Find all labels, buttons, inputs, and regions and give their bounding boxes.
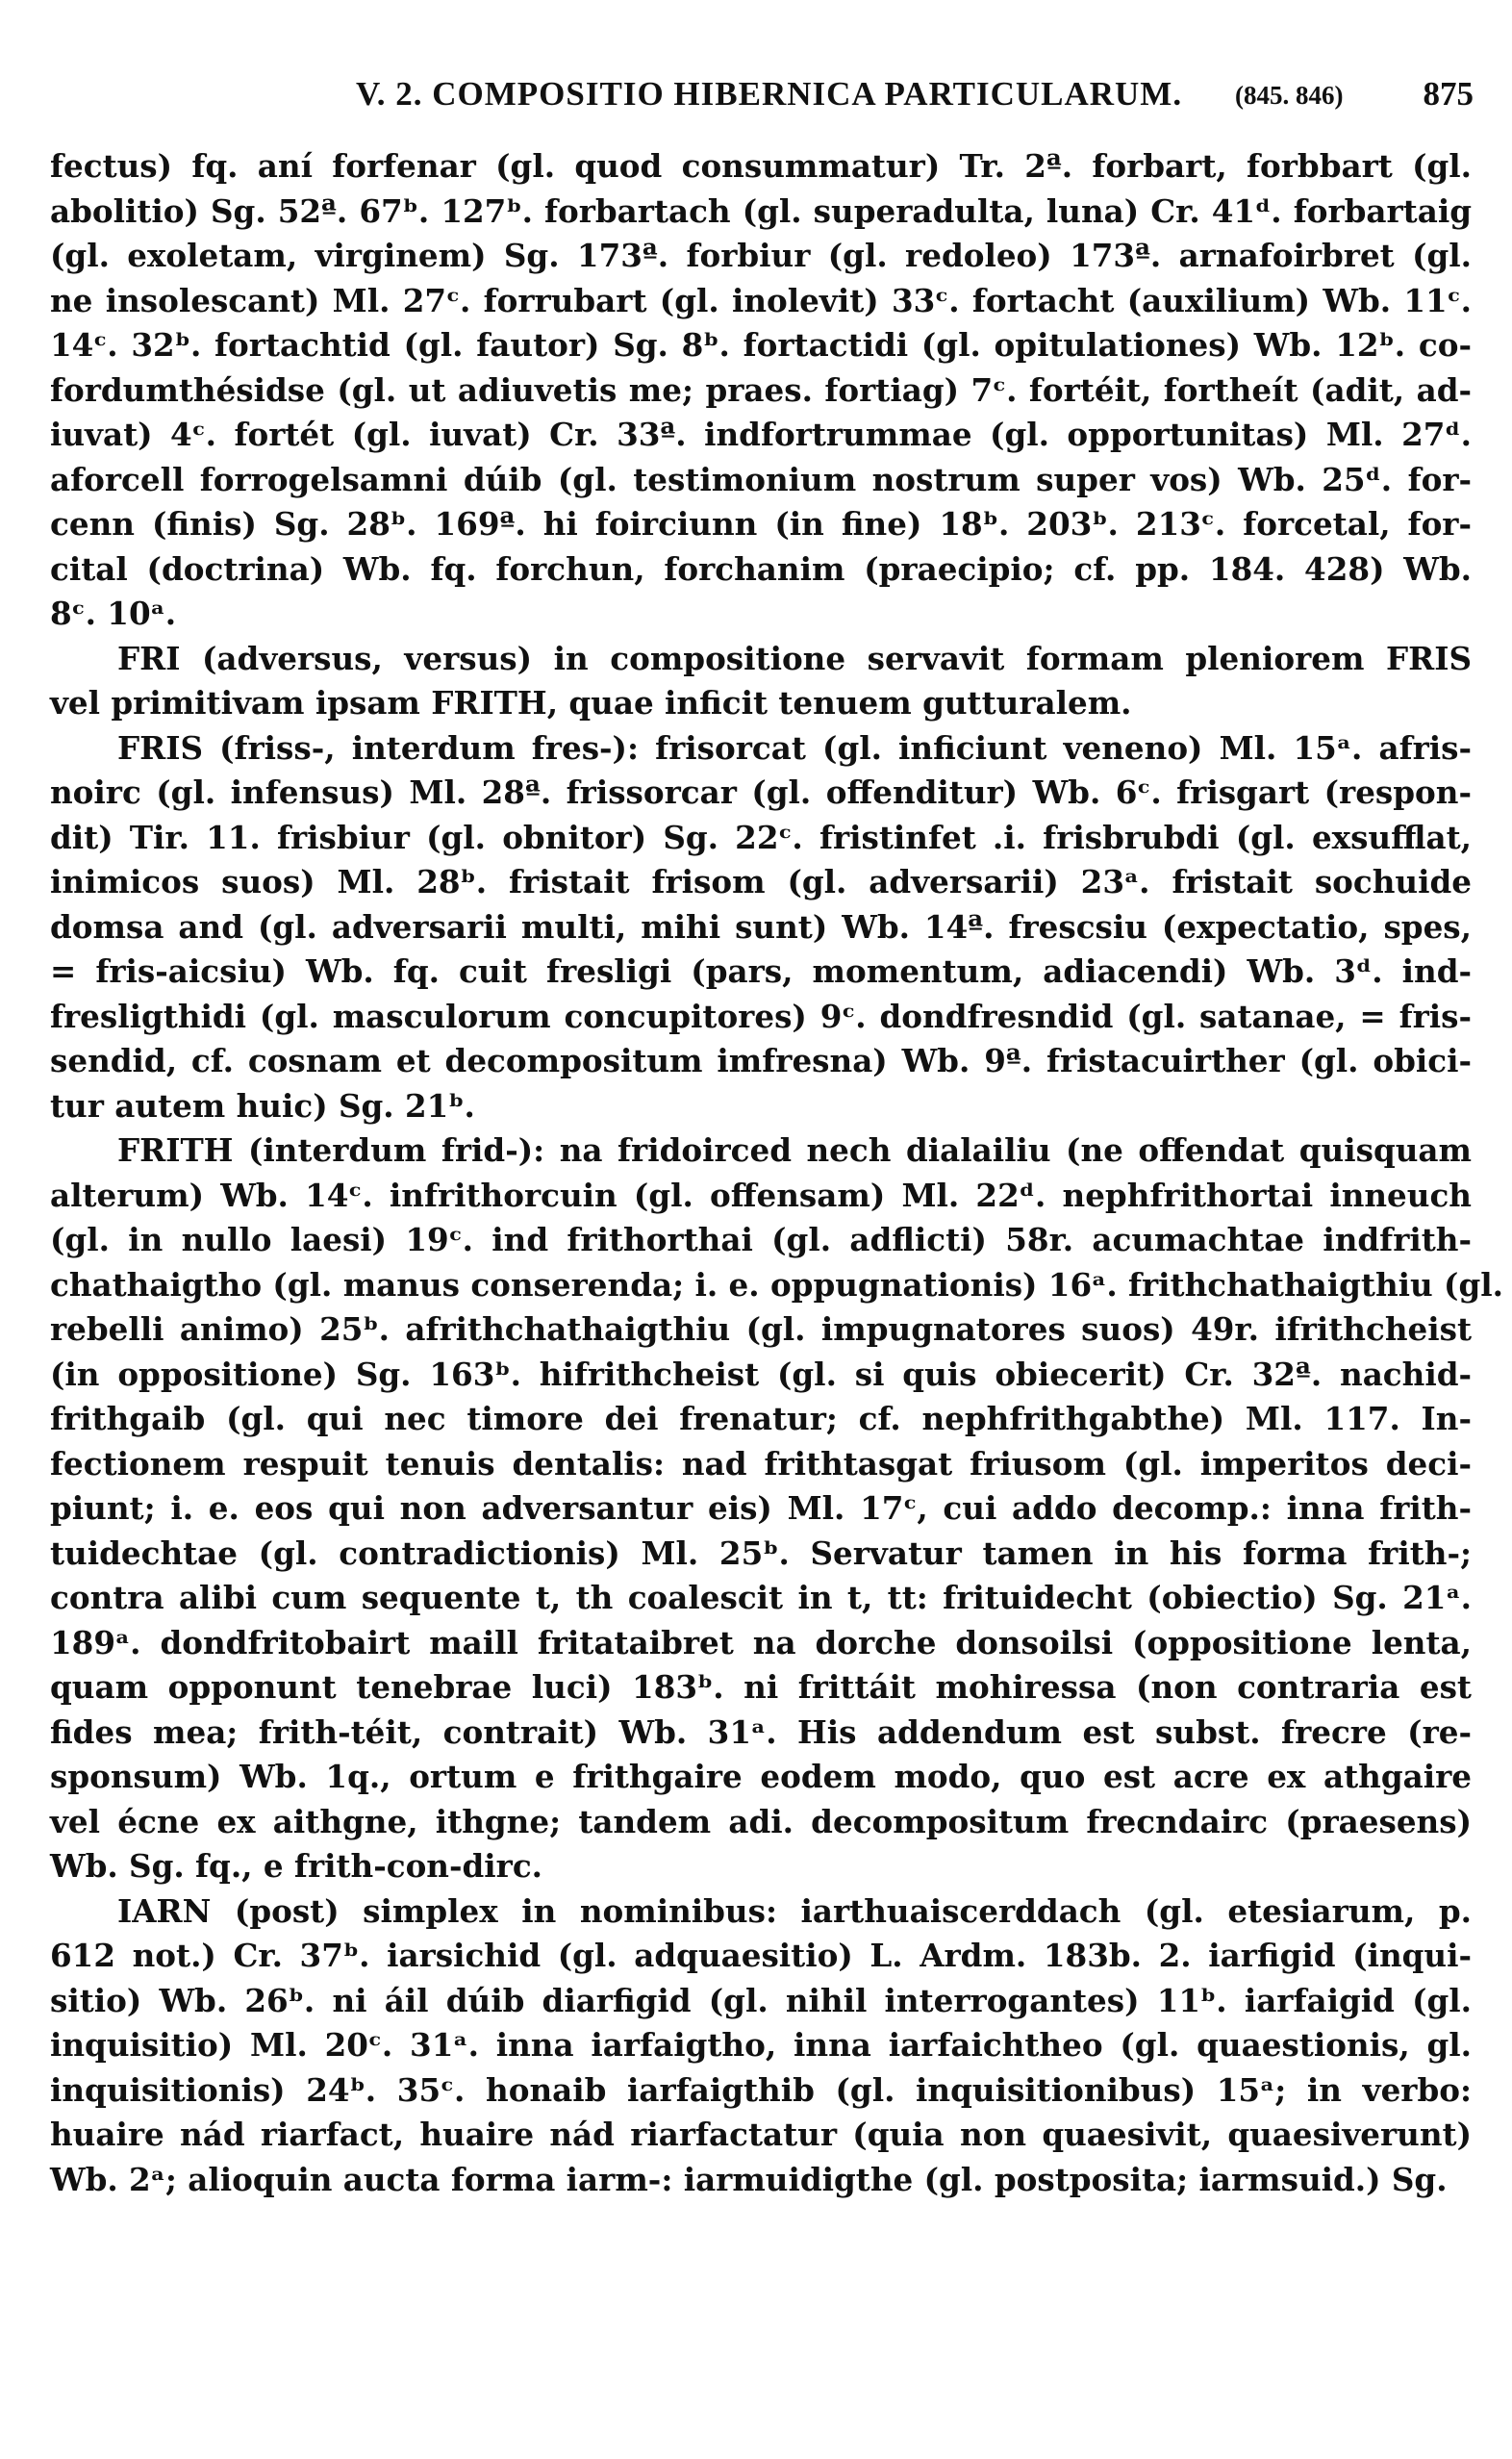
text-line: Wb. Sg. fq., e frith-con-dirc. <box>50 1847 543 1885</box>
text-line: FRITH (interdum frid-): na fridoirced nech dialailiu (ne offendat quisquam <box>117 1131 1472 1169</box>
text-line: fectus) fq. aní forfenar (gl. quod consummatur) Tr. 2ª. forbart, forbbart (gl. <box>50 147 1472 185</box>
paragraph <box>50 1128 1503 1889</box>
text-line: inquisitio) Ml. 20ᶜ. 31ᵃ. inna iarfaigtho, inna iarfaichtheo (gl. quaestionis, gl. <box>50 2026 1472 2064</box>
text-line: vel écne ex aithgne, ithgne; tandem adi. decompositum frecndairc (praesens) <box>50 1802 1472 1840</box>
text-line: domsa and (gl. adversarii multi, mihi sunt) Wb. 14ª. frescsiu (expectatio, spes, <box>50 907 1472 946</box>
text-line: quam opponunt tenebrae luci) 183ᵇ. ni frittáit mohiressa (non contraria est <box>50 1668 1472 1706</box>
page-number: 875 <box>1423 75 1474 113</box>
text-line: piunt; i. e. eos qui non adversantur eis) Ml. 17ᶜ, cui addo decomp.: inna frith- <box>50 1489 1472 1527</box>
text-line: (gl. exoletam, virginem) Sg. 173ª. forbiur (gl. redoleo) 173ª. arnafoirbret (gl. <box>50 237 1472 274</box>
text-line: sponsum) Wb. 1q., ortum e frithgaire eodem modo, quo est acre ex athgaire <box>50 1758 1472 1795</box>
text-line: chathaigtho (gl. manus conserenda; i. e. oppugnationis) 16ᵃ. frithchathaigthiu (gl. <box>50 1265 1503 1304</box>
text-line: rebelli animo) 25ᵇ. afrithchathaigthiu (gl. impugnatores suos) 49r. ifrithcheist <box>50 1310 1472 1348</box>
text-line: 612 not.) Cr. 37ᵇ. iarsichid (gl. adquaesitio) L. Ardm. 183b. 2. iarfigid (inqui- <box>50 1937 1472 1974</box>
text-line: vel primitivam ipsam FRITH, quae inficit tenuem gutturalem. <box>50 684 1132 722</box>
text-line: aforcell forrogelsamni dúib (gl. testimonium nostrum super vos) Wb. 25ᵈ. for- <box>50 460 1472 498</box>
text-line: huaire nád riarfact, huaire nád riarfactatur (quia non quaesivit, quaesiverunt) <box>50 2116 1472 2153</box>
text-line: FRIS (friss-, interdum fres-): frisorcat (gl. inficiunt veneno) Ml. 15ᵃ. afris- <box>117 728 1472 767</box>
text-line: FRI (adversus, versus) in compositione servavit formam pleniorem FRIS <box>117 639 1472 677</box>
body-text <box>50 144 1503 2202</box>
text-line: noirc (gl. infensus) Ml. 28ª. frissorcar (gl. offenditur) Wb. 6ᶜ. frisgart (respon- <box>50 773 1472 811</box>
text-line: abolitio) Sg. 52ª. 67ᵇ. 127ᵇ. forbartach (gl. superadulta, luna) Cr. 41ᵈ. forbartaig <box>50 191 1472 230</box>
text-line: sitio) Wb. 26ᵇ. ni áil dúib diarfigid (gl. nihil interrogantes) 11ᵇ. iarfaigid (gl. <box>50 1981 1472 2019</box>
text-line: 14ᶜ. 32ᵇ. fortachtid (gl. fautor) Sg. 8ᵇ. fortactidi (gl. opitulationes) Wb. 12ᵇ. co- <box>50 326 1472 364</box>
paragraph <box>50 1889 1472 2203</box>
text-line: inquisitionis) 24ᵇ. 35ᶜ. honaib iarfaigthib (gl. inquisitionibus) 15ᵃ; in verbo: <box>50 2070 1472 2109</box>
text-line: IARN (post) simplex in nominibus: iarthuaiscerddach (gl. etesiarum, p. <box>117 1891 1472 1930</box>
text-line: dit) Tir. 11. frisbiur (gl. obnitor) Sg. 22ᶜ. fristinfet .i. frisbrubdi (gl. exsufflat, <box>50 818 1472 856</box>
text-line: alterum) Wb. 14ᶜ. infrithorcuin (gl. offensam) Ml. 22ᵈ. nephfrithortai inneuch <box>50 1176 1472 1214</box>
text-line: contra alibi cum sequente t, th coalescit in t, tt: frituidecht (obiectio) Sg. 21ᵃ. <box>50 1579 1472 1616</box>
text-line: Wb. 2ᵃ; alioquin aucta forma iarm-: iarmuidigthe (gl. postposita; iarmsuid.) Sg. <box>50 2160 1448 2198</box>
text-line: sendid, cf. cosnam et decompositum imfresna) Wb. 9ª. fristacuirther (gl. obici- <box>50 1042 1472 1079</box>
text-line: 189ᵃ. dondfritobairt maill fritataibret na dorche donsoilsi (oppositione lenta, <box>50 1623 1472 1661</box>
text-line: frithgaib (gl. qui nec timore dei frenatur; cf. nephfrithgabthe) Ml. 117. In- <box>50 1400 1472 1437</box>
paragraph <box>50 637 1472 726</box>
running-head <box>50 75 1474 144</box>
text-line: fresligthidi (gl. masculorum concupitores) 9ᶜ. dondfresndid (gl. satanae, = fris- <box>50 997 1472 1035</box>
text-line: fordumthésidse (gl. ut adiuvetis me; praes. fortiag) 7ᶜ. fortéit, fortheít (adit, ad- <box>50 370 1472 409</box>
text-line: tur autem huic) Sg. 21ᵇ. <box>50 1086 475 1125</box>
text-line: tuidechtae (gl. contradictionis) Ml. 25ᵇ. Servatur tamen in his forma frith-; <box>50 1534 1472 1572</box>
text-line: (gl. in nullo laesi) 19ᶜ. ind frithorthai (gl. adflicti) 58r. acumachtae indfrith- <box>50 1221 1472 1258</box>
paragraph <box>50 726 1472 1129</box>
text-line: cital (doctrina) Wb. fq. forchun, forchanim (praecipio; cf. pp. 184. 428) Wb. <box>50 549 1472 588</box>
text-line: fectionem respuit tenuis dentalis: nad frithtasgat friusom (gl. imperitos deci- <box>50 1444 1472 1483</box>
text-line: iuvat) 4ᶜ. fortét (gl. iuvat) Cr. 33ª. indfortrummae (gl. opportunitas) Ml. 27ᵈ. <box>50 416 1472 453</box>
text-line: fides mea; frith-téit, contrait) Wb. 31ᵃ. His addendum est subst. frecre (re- <box>50 1712 1472 1751</box>
text-line: cenn (finis) Sg. 28ᵇ. 169ª. hi foirciunn (in fine) 18ᵇ. 203ᵇ. 213ᶜ. forcetal, for- <box>50 505 1472 543</box>
text-line: inimicos suos) Ml. 28ᵇ. fristait frisom (gl. adversarii) 23ᵃ. fristait sochuide <box>50 863 1472 900</box>
running-head-section: (845. 846) <box>1235 81 1344 110</box>
text-line: = fris-aicsiu) Wb. fq. cuit fresligi (pars, momentum, adiacendi) Wb. 3ᵈ. ind- <box>50 952 1472 990</box>
text-line: 8ᶜ. 10ᵃ. <box>50 595 177 632</box>
text-line: (in oppositione) Sg. 163ᵇ. hifrithcheist (gl. si quis obiecerit) Cr. 32ª. nachid- <box>50 1355 1472 1393</box>
running-head-title: V. 2. COMPOSITIO HIBERNICA PARTICULARUM. <box>356 75 1183 113</box>
paragraph <box>50 144 1472 637</box>
text-line: ne insolescant) Ml. 27ᶜ. forrubart (gl. inolevit) 33ᶜ. fortacht (auxilium) Wb. 11ᶜ. <box>50 281 1472 319</box>
